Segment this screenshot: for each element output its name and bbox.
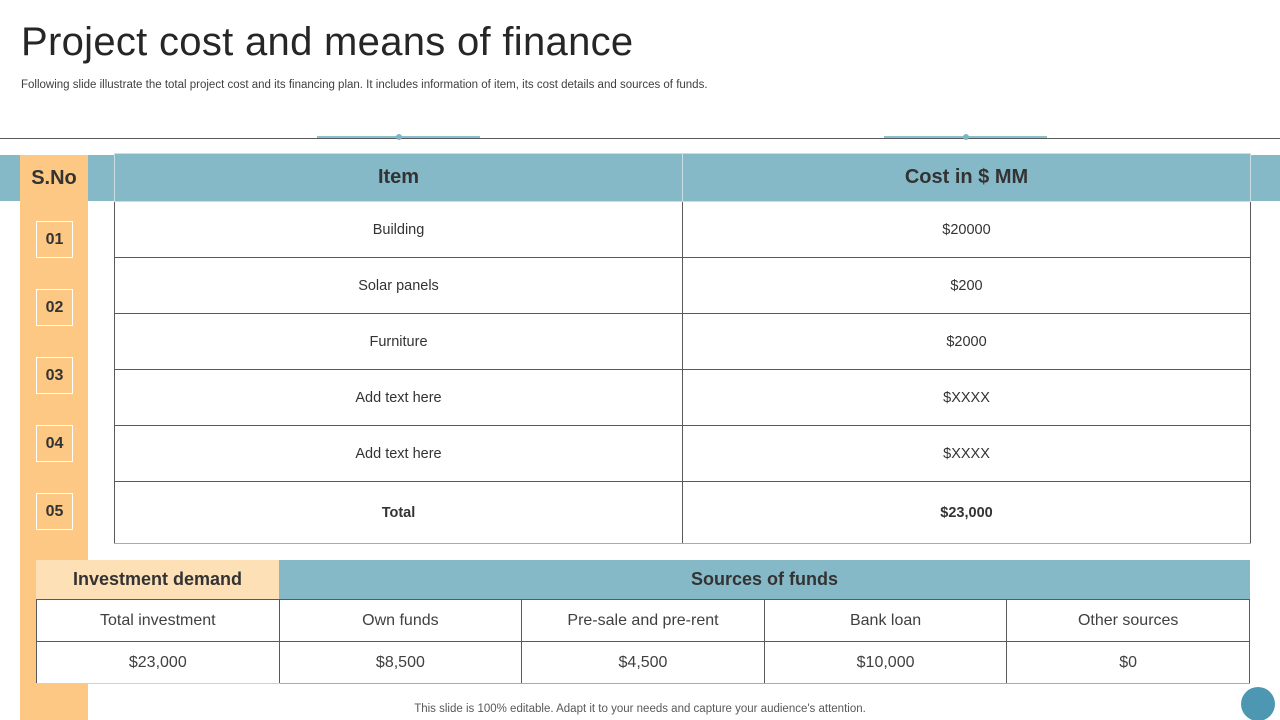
cost-cell: $XXXX (683, 426, 1251, 482)
cost-header: Cost in $ MM (683, 154, 1251, 202)
header-divider (0, 138, 1280, 139)
sno-badge: 05 (36, 493, 73, 530)
sno-header: S.No (31, 166, 77, 189)
item-cell: Solar panels (115, 258, 683, 314)
cost-table-header-row (115, 154, 1251, 202)
slide-title: Project cost and means of finance (21, 20, 634, 64)
cost-cell: $20000 (683, 202, 1251, 258)
cost-cell: $200 (683, 258, 1251, 314)
total-row (115, 482, 1251, 544)
accent-dot-right (963, 134, 969, 140)
sources-of-funds-header: Sources of funds (279, 560, 1250, 599)
funds-value: $4,500 (522, 642, 765, 684)
table-row (115, 258, 1251, 314)
table-row (115, 370, 1251, 426)
funds-table (36, 599, 1250, 684)
table-row (115, 426, 1251, 482)
funds-value: $8,500 (279, 642, 522, 684)
funds-value: $10,000 (764, 642, 1007, 684)
funds-column-label: Other sources (1007, 600, 1250, 642)
sno-badge: 01 (36, 221, 73, 258)
cost-cell: $2000 (683, 314, 1251, 370)
project-cost-table (114, 153, 1251, 544)
total-value: $23,000 (683, 482, 1251, 544)
item-cell: Add text here (115, 370, 683, 426)
accent-dot-left (396, 134, 402, 140)
cost-cell: $XXXX (683, 370, 1251, 426)
funds-value-row (37, 642, 1250, 684)
item-header: Item (115, 154, 683, 202)
slide-subtitle: Following slide illustrate the total project cost and its financing plan. It includes information of item, its cost details and sources of funds. (21, 79, 708, 91)
item-cell: Building (115, 202, 683, 258)
investment-demand-header: Investment demand (36, 560, 279, 599)
funds-column-label: Total investment (37, 600, 280, 642)
footer-note: This slide is 100% editable. Adapt it to your needs and capture your audience's attention. (414, 703, 866, 715)
table-row (115, 202, 1251, 258)
sno-badge: 04 (36, 425, 73, 462)
funds-column-label: Own funds (279, 600, 522, 642)
funds-column-label: Pre-sale and pre-rent (522, 600, 765, 642)
funds-label-row (37, 600, 1250, 642)
corner-circle-decoration (1241, 687, 1275, 720)
item-cell: Add text here (115, 426, 683, 482)
funds-value: $0 (1007, 642, 1250, 684)
table-row (115, 314, 1251, 370)
funds-column-label: Bank loan (764, 600, 1007, 642)
item-cell: Furniture (115, 314, 683, 370)
funds-value: $23,000 (37, 642, 280, 684)
total-label: Total (115, 482, 683, 544)
sno-badge: 03 (36, 357, 73, 394)
sno-badge: 02 (36, 289, 73, 326)
